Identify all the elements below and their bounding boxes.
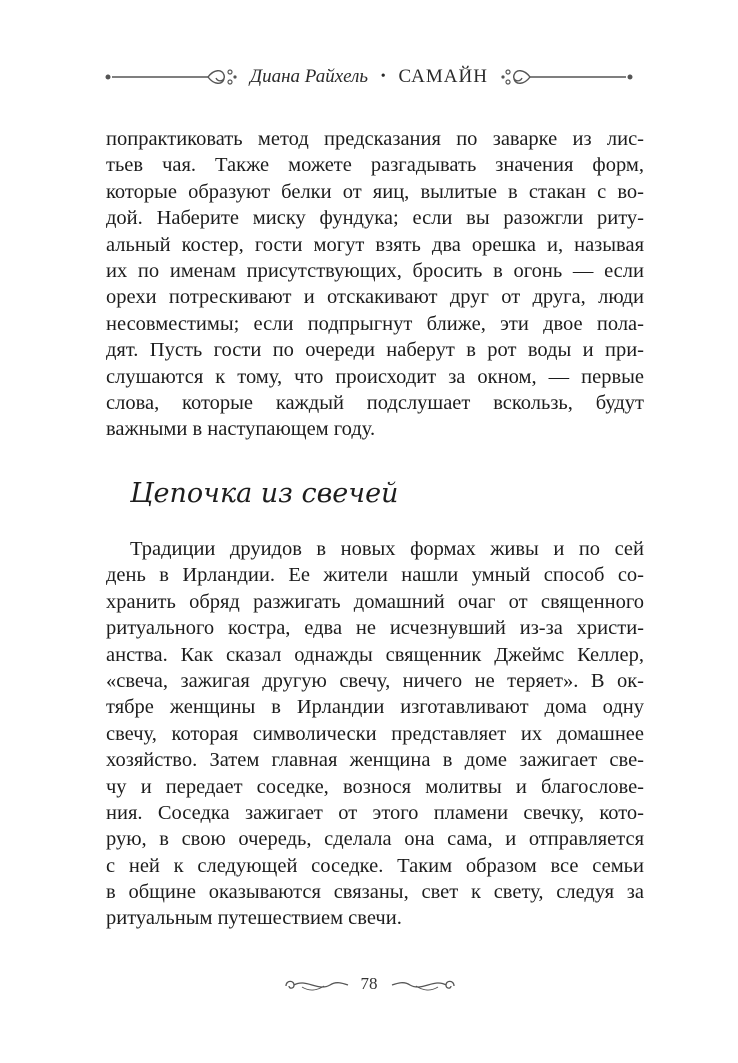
text-line: ния. Соседка зажигает от этого пламени свечку, кото- xyxy=(106,801,644,824)
text-line: орехи потрескивают и отскакивают друг от друга, люди xyxy=(106,286,644,309)
text-line: ритуальным путешествием свечи. xyxy=(106,907,402,930)
section-heading: Цепочка из свечей xyxy=(130,478,399,509)
text-line: анства. Как сказал однажды священник Джеймс Келлер, xyxy=(106,643,644,666)
text-line: в общине оказываются связаны, свет к свету, следуя за xyxy=(106,881,644,904)
text-line: хранить обряд разжигать домашний очаг от священного xyxy=(106,590,644,613)
text-line: с ней к следующей соседке. Таким образом все семьи xyxy=(106,854,644,877)
text-line: Традиции друидов в новых формах живы и по сей xyxy=(130,538,644,560)
running-head-text xyxy=(0,66,738,88)
running-head xyxy=(0,62,738,92)
text-line: важными в наступающем году. xyxy=(106,418,376,441)
paragraph-candle-chain xyxy=(106,536,644,932)
page-number: 78 xyxy=(360,974,378,993)
text-line: тябре женщины в Ирландии изготавливают дома одну xyxy=(106,696,644,719)
text-line: попрактиковать метод предсказания по заварке из лис- xyxy=(106,128,644,150)
text-line: хозяйство. Затем главная женщина в доме зажигает све- xyxy=(106,749,644,772)
text-line: их по именам присутствующих, бросить в огонь — если xyxy=(106,259,644,282)
text-line: ритуального костра, едва не исчезнувший из-за христи- xyxy=(106,617,644,640)
page-footer xyxy=(0,970,738,1000)
text-line: «свеча, зажигая другую свечу, ничего не теряет». В ок- xyxy=(106,669,644,692)
text-line: чу и передает соседке, вознося молитвы и благослове- xyxy=(106,775,644,798)
text-line: день в Ирландии. Ее жители нашли умный способ со- xyxy=(106,564,644,587)
text-line: несовместимы; если подпрыгнут ближе, эти двое пола- xyxy=(106,312,644,335)
text-line: альный костер, гости могут взять два орешка и, называя xyxy=(106,233,644,256)
text-line: которые образуют белки от яиц, вылитые в стакан с во- xyxy=(106,180,644,203)
running-head-separator: • xyxy=(380,69,386,84)
text-line: дят. Пусть гости по очереди наберут в рот воды и при- xyxy=(106,339,644,362)
text-line: свечу, которая символически представляет их домашнее xyxy=(106,722,644,745)
text-line: слушаются к тому, что происходит за окном, — первые xyxy=(106,365,644,388)
running-head-author: Диана Райхель xyxy=(250,66,369,87)
footer-right-flourish-icon xyxy=(388,970,458,1000)
text-line: рую, в свою очередь, сделала она сама, и отправляется xyxy=(106,828,644,851)
text-line: тьев чая. Также можете разгадывать значения форм, xyxy=(106,154,644,177)
text-line: слова, которые каждый подслушает вскользь, будут xyxy=(106,391,644,414)
running-head-book-title: САМАЙН xyxy=(398,66,488,87)
text-line: дой. Наберите миску фундука; если вы разожгли риту- xyxy=(106,207,644,230)
paragraph-divination xyxy=(106,126,644,443)
